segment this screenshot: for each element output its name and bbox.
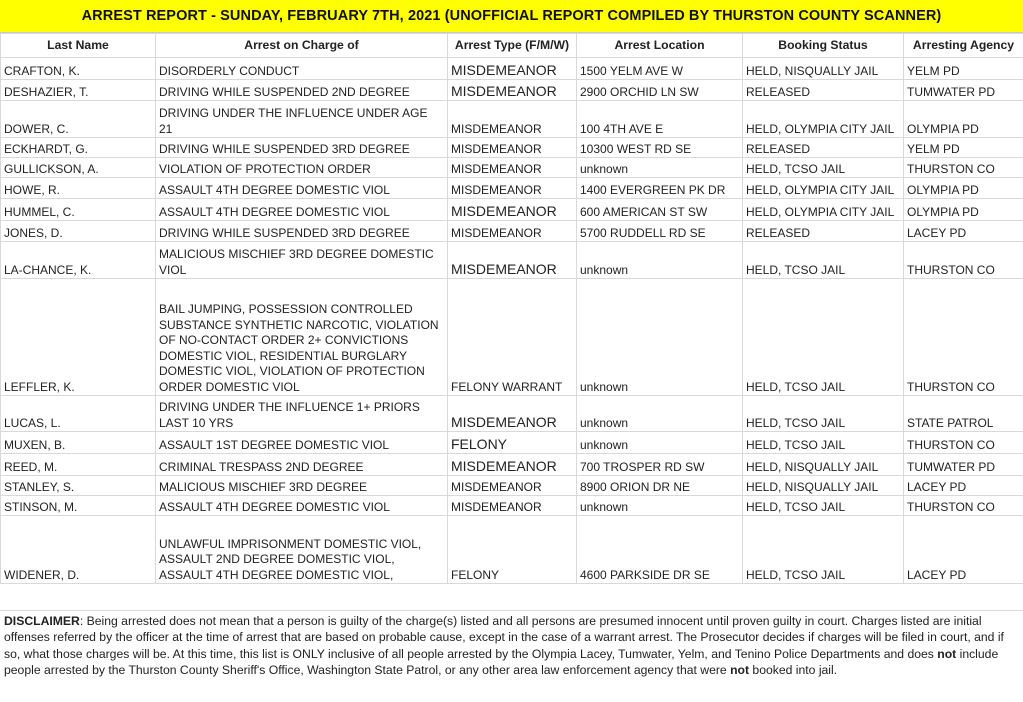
charge-cell: MALICIOUS MISCHIEF 3RD DEGREE: [156, 476, 448, 496]
table-row: [1, 432, 1023, 454]
agency-cell: OLYMPIA PD: [904, 101, 1023, 138]
booking-status-cell: RELEASED: [743, 221, 904, 242]
location-cell: unknown: [577, 279, 743, 396]
charge-cell: DRIVING UNDER THE INFLUENCE UNDER AGE 21: [156, 101, 448, 138]
booking-status-cell: HELD, OLYMPIA CITY JAIL: [743, 199, 904, 221]
last-name-cell: CRAFTON, K.: [1, 58, 156, 80]
header-last-name: Last Name: [1, 34, 156, 58]
agency-cell: THURSTON CO: [904, 158, 1023, 178]
table-row: [1, 221, 1023, 242]
booking-status-cell: HELD, TCSO JAIL: [743, 396, 904, 432]
agency-cell: THURSTON CO: [904, 496, 1023, 516]
agency-cell: STATE PATROL: [904, 396, 1023, 432]
last-name-cell: LUCAS, L.: [1, 396, 156, 432]
location-cell: 2900 ORCHID LN SW: [577, 80, 743, 101]
header-booking-status: Booking Status: [743, 34, 904, 58]
agency-cell: OLYMPIA PD: [904, 199, 1023, 221]
charge-cell: DRIVING WHILE SUSPENDED 2ND DEGREE: [156, 80, 448, 101]
arrest-type-cell: MISDEMEANOR: [448, 396, 577, 432]
table-row: [1, 178, 1023, 199]
booking-status-cell: HELD, TCSO JAIL: [743, 516, 904, 584]
disclaimer-section: [0, 610, 1023, 702]
charge-cell: ASSAULT 1ST DEGREE DOMESTIC VIOL: [156, 432, 448, 454]
table-row: [1, 101, 1023, 138]
location-cell: 1500 YELM AVE W: [577, 58, 743, 80]
last-name-cell: WIDENER, D.: [1, 516, 156, 584]
location-cell: 600 AMERICAN ST SW: [577, 199, 743, 221]
charge-cell: CRIMINAL TRESPASS 2ND DEGREE: [156, 454, 448, 476]
arrest-type-cell: FELONY WARRANT: [448, 279, 577, 396]
table-row: [1, 199, 1023, 221]
location-cell: 4600 PARKSIDE DR SE: [577, 516, 743, 584]
last-name-cell: DOWER, C.: [1, 101, 156, 138]
table-row: [1, 476, 1023, 496]
agency-cell: LACEY PD: [904, 221, 1023, 242]
last-name-cell: ECKHARDT, G.: [1, 138, 156, 158]
header-arrest-location: Arrest Location: [577, 34, 743, 58]
booking-status-cell: HELD, TCSO JAIL: [743, 242, 904, 279]
location-cell: unknown: [577, 396, 743, 432]
charge-cell: ASSAULT 4TH DEGREE DOMESTIC VIOL: [156, 199, 448, 221]
location-cell: unknown: [577, 432, 743, 454]
location-cell: 8900 ORION DR NE: [577, 476, 743, 496]
charge-cell: DISORDERLY CONDUCT: [156, 58, 448, 80]
header-arresting-agency: Arresting Agency: [904, 34, 1023, 58]
disclaimer-part-1: : Being arrested does not mean that a person is guilty of the charge(s) listed and all persons are presumed innocent until proven guilty in court. Charges listed are initial offenses referred by the officer at the time of arrest that are based on probable cause, except in the case of a warrant arrest. The Prosecutor decides if charges will be filed in court, and if so, what those charges will be. At this time, this list is ONLY inclusive of all people arrested by the Olympia Lacey, Tumwater, Yelm, and Tenino Police Departments and does: [4, 614, 1004, 661]
header-charge: Arrest on Charge of: [156, 34, 448, 58]
booking-status-cell: RELEASED: [743, 80, 904, 101]
charge-cell: UNLAWFUL IMPRISONMENT DOMESTIC VIOL, ASSAULT 2ND DEGREE DOMESTIC VIOL, ASSAULT 4TH DEGREE DOMESTIC VIOL,: [156, 516, 448, 584]
agency-cell: LACEY PD: [904, 476, 1023, 496]
agency-cell: THURSTON CO: [904, 432, 1023, 454]
arrest-type-cell: MISDEMEANOR: [448, 101, 577, 138]
agency-cell: LACEY PD: [904, 516, 1023, 584]
arrest-type-cell: MISDEMEANOR: [448, 454, 577, 476]
arrest-type-cell: MISDEMEANOR: [448, 138, 577, 158]
header-arrest-type: Arrest Type (F/M/W): [448, 34, 577, 58]
arrest-type-cell: FELONY: [448, 432, 577, 454]
last-name-cell: STINSON, M.: [1, 496, 156, 516]
location-cell: 10300 WEST RD SE: [577, 138, 743, 158]
last-name-cell: GULLICKSON, A.: [1, 158, 156, 178]
last-name-cell: STANLEY, S.: [1, 476, 156, 496]
location-cell: unknown: [577, 496, 743, 516]
arrest-type-cell: FELONY: [448, 516, 577, 584]
charge-cell: BAIL JUMPING, POSSESSION CONTROLLED SUBSTANCE SYNTHETIC NARCOTIC, VIOLATION OF NO-CONTACT ORDER 2+ CONVICTIONS DOMESTIC VIOL, RESIDENTIAL BURGLARY DOMESTIC VIOL, VIOLATION OF PROTECTION ORDER DOMESTIC VIOL: [156, 279, 448, 396]
table-row: [1, 80, 1023, 101]
agency-cell: TUMWATER PD: [904, 454, 1023, 476]
charge-cell: MALICIOUS MISCHIEF 3RD DEGREE DOMESTIC VIOL: [156, 242, 448, 279]
agency-cell: THURSTON CO: [904, 279, 1023, 396]
location-cell: 700 TROSPER RD SW: [577, 454, 743, 476]
last-name-cell: HOWE, R.: [1, 178, 156, 199]
booking-status-cell: HELD, NISQUALLY JAIL: [743, 58, 904, 80]
arrest-table: [0, 33, 1023, 584]
charge-cell: ASSAULT 4TH DEGREE DOMESTIC VIOL: [156, 496, 448, 516]
arrest-type-cell: MISDEMEANOR: [448, 476, 577, 496]
agency-cell: TUMWATER PD: [904, 80, 1023, 101]
booking-status-cell: RELEASED: [743, 138, 904, 158]
arrest-type-cell: MISDEMEANOR: [448, 80, 577, 101]
table-row: [1, 58, 1023, 80]
last-name-cell: LEFFLER, K.: [1, 279, 156, 396]
charge-cell: DRIVING WHILE SUSPENDED 3RD DEGREE: [156, 221, 448, 242]
disclaimer-text: [4, 613, 1019, 679]
report-title-bar: [0, 0, 1023, 33]
agency-cell: YELM PD: [904, 138, 1023, 158]
table-row: [1, 516, 1023, 584]
arrest-type-cell: MISDEMEANOR: [448, 199, 577, 221]
arrest-type-cell: MISDEMEANOR: [448, 221, 577, 242]
table-row: [1, 496, 1023, 516]
charge-cell: VIOLATION OF PROTECTION ORDER: [156, 158, 448, 178]
last-name-cell: REED, M.: [1, 454, 156, 476]
table-row: [1, 396, 1023, 432]
table-row: [1, 138, 1023, 158]
disclaimer-part-3: booked into jail.: [749, 663, 838, 678]
table-row: [1, 279, 1023, 396]
last-name-cell: MUXEN, B.: [1, 432, 156, 454]
report-title: ARREST REPORT - SUNDAY, FEBRUARY 7TH, 2021 (UNOFFICIAL REPORT COMPILED BY THURSTON COUNTY SCANNER): [81, 8, 942, 24]
booking-status-cell: HELD, TCSO JAIL: [743, 279, 904, 396]
location-cell: unknown: [577, 242, 743, 279]
location-cell: 1400 EVERGREEN PK DR: [577, 178, 743, 199]
last-name-cell: DESHAZIER, T.: [1, 80, 156, 101]
location-cell: 5700 RUDDELL RD SE: [577, 221, 743, 242]
table-body: [1, 58, 1023, 584]
arrest-type-cell: MISDEMEANOR: [448, 158, 577, 178]
agency-cell: THURSTON CO: [904, 242, 1023, 279]
last-name-cell: LA-CHANCE, K.: [1, 242, 156, 279]
location-cell: unknown: [577, 158, 743, 178]
booking-status-cell: HELD, NISQUALLY JAIL: [743, 454, 904, 476]
booking-status-cell: HELD, OLYMPIA CITY JAIL: [743, 178, 904, 199]
booking-status-cell: HELD, OLYMPIA CITY JAIL: [743, 101, 904, 138]
table-row: [1, 158, 1023, 178]
arrest-type-cell: MISDEMEANOR: [448, 58, 577, 80]
disclaimer-label: DISCLAIMER: [4, 614, 80, 628]
table-row: [1, 242, 1023, 279]
charge-cell: DRIVING WHILE SUSPENDED 3RD DEGREE: [156, 138, 448, 158]
agency-cell: OLYMPIA PD: [904, 178, 1023, 199]
booking-status-cell: HELD, TCSO JAIL: [743, 496, 904, 516]
disclaimer-part-2: include people arrested by the Thurston County Sheriff's Office, Washington State Patrol, or any other area law enforcement agency that were: [4, 646, 999, 678]
arrest-type-cell: MISDEMEANOR: [448, 242, 577, 279]
arrest-type-cell: MISDEMEANOR: [448, 496, 577, 516]
charge-cell: DRIVING UNDER THE INFLUENCE 1+ PRIORS LAST 10 YRS: [156, 396, 448, 432]
last-name-cell: JONES, D.: [1, 221, 156, 242]
arrest-type-cell: MISDEMEANOR: [448, 178, 577, 199]
charge-cell: ASSAULT 4TH DEGREE DOMESTIC VIOL: [156, 178, 448, 199]
booking-status-cell: HELD, TCSO JAIL: [743, 432, 904, 454]
disclaimer-emphasis-2: not: [730, 663, 750, 678]
agency-cell: YELM PD: [904, 58, 1023, 80]
location-cell: 100 4TH AVE E: [577, 101, 743, 138]
table-row: [1, 454, 1023, 476]
booking-status-cell: HELD, NISQUALLY JAIL: [743, 476, 904, 496]
booking-status-cell: HELD, TCSO JAIL: [743, 158, 904, 178]
table-header-row: [1, 34, 1023, 58]
disclaimer-emphasis-1: not: [937, 646, 957, 661]
last-name-cell: HUMMEL, C.: [1, 199, 156, 221]
